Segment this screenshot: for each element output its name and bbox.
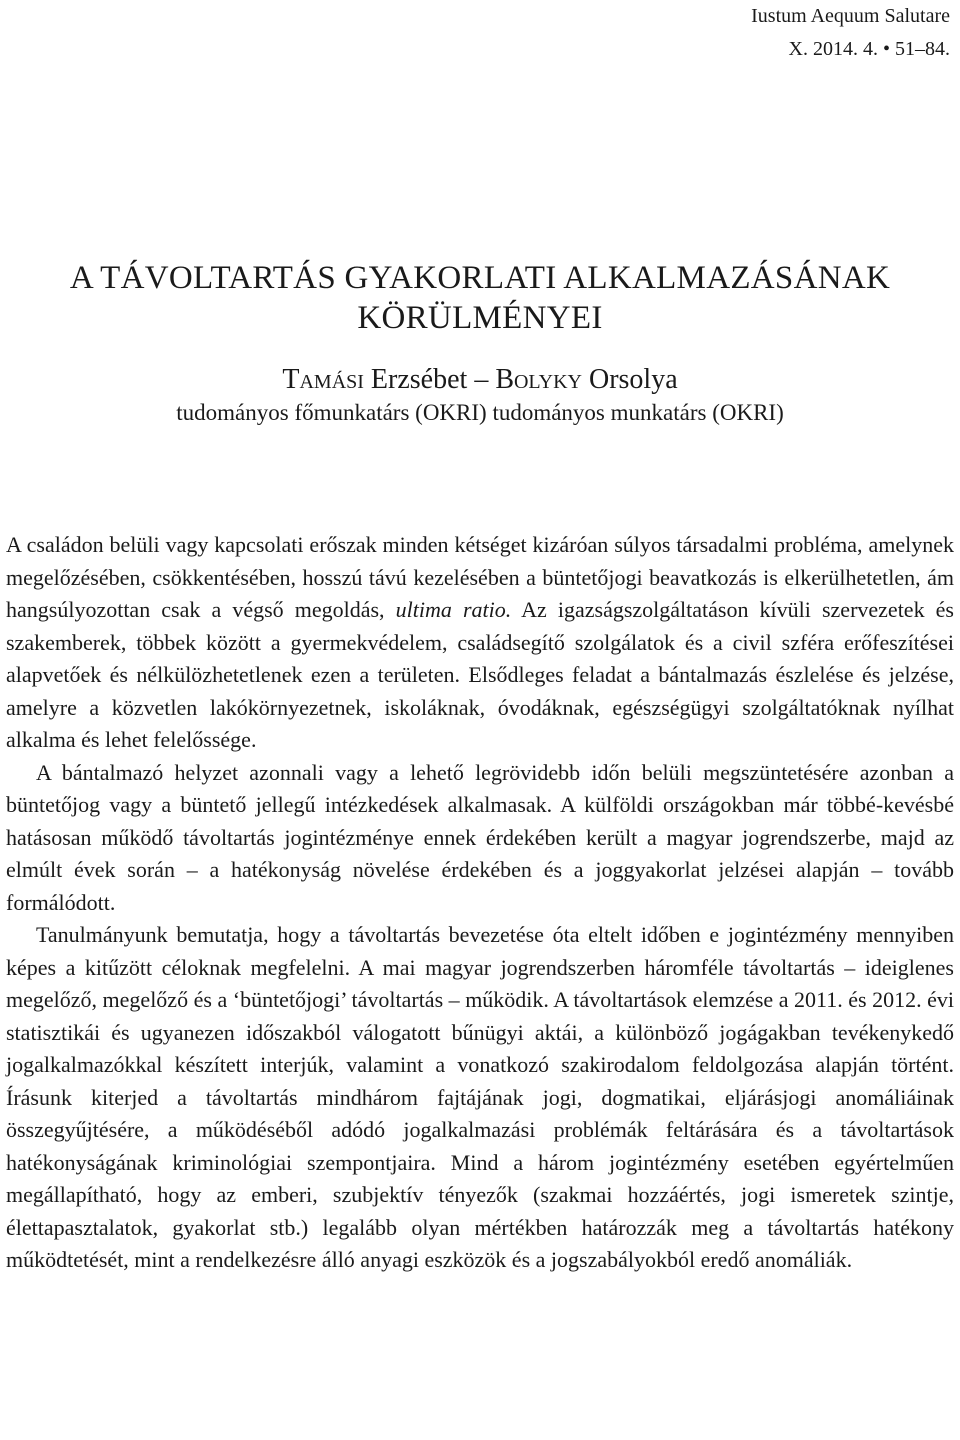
abstract-paragraph-2: A bántalmazó helyzet azonnali vagy a lehető legrövidebb időn belüli megszüntetésére azonban a büntetőjog vagy a büntető jellegű intézkedések alkalmasak. A külföldi országokban már többé-kevésbé hatásosan működő távoltartás jogintézménye ennek érdekében került a magyar jogrendszerbe, majd az elmúlt évek során – a hatékonyság növelése érdekében és a joggyakorlat jelzései alapján – tovább formálódott. <box>6 759 954 915</box>
title-line-2: KÖRÜLMÉNYEI <box>357 300 603 336</box>
abstract-paragraph-1 <box>6 529 954 757</box>
author2-surname: Bolyky <box>495 364 582 395</box>
author2-given-name: Orsolya <box>588 364 678 395</box>
paragraph-1-continuation: Az igazságszolgáltatáson kívüli szervezetek és szakemberek, többek között a gyermekvédelem, családsegítő szolgálatok és a civil szféra erőfeszítései alapvetőek és nélkülözhetetlenek ezen a területen. Elsődleges feladat a bántalmazás észlelése és jelzése, amelyre a közvetlen lakókörnyezetnek, iskoláknak, óvodáknak, egészségügyi szolgáltatóknak nyílhat alkalma és lehet felelőssége. <box>6 597 954 752</box>
author1-given-name: Erzsébet <box>370 364 468 395</box>
author1-surname: Tamási <box>282 364 364 395</box>
abstract-paragraph-3: Tanulmányunk bemutatja, hogy a távoltartás bevezetése óta eltelt időben e jogintézmény mennyiben képes a kitűzött céloknak megfelelni. A mai magyar jogrendszerben háromféle távoltartás – ideiglenes megelőző, megelőző és a ‘büntetőjogi’ távoltartás – működik. A távoltartások elemzése a 2011. és 2012. évi statisztikái és ugyanezen időszakból válogatott bűnügyi aktái, a különböző jogágakban tevékenykedő jogalkalmazókkal készített interjúk, valamint a vonatkozó szakirodalom feldolgozása alapján történt. Írásunk kiterjed a távoltartás mindhárom fajtájának jogi, dogmatikai, eljárásjogi anomáliáinak összegyűjtésére, a működéséből adódó jogalkalmazási problémák feltárására és a távoltartások hatékonyságának kriminológiai szempontjaira. Mind a három jogintézmény esetében egyértelműen megállapítható, hogy az emberi, szubjektív tényezők (szakmai hozzáértés, jogi ismeretek szintje, élettapasztalatok, gyakorlat stb.) legalább olyan mértékben határozzák meg a távoltartás hatékony működtetését, mint a rendelkezésre álló anyagi eszközök és a jogszabályokból eredő anomáliák. <box>6 922 954 1272</box>
ultima-ratio-italic: ultima ratio. <box>395 597 512 622</box>
journal-header <box>751 0 950 66</box>
journal-name: Iustum Aequum Salutare <box>751 5 950 27</box>
author-line <box>0 363 960 397</box>
article-title <box>0 258 960 338</box>
author-affiliations: tudományos főmunkatárs (OKRI) tudományos munkatárs (OKRI) <box>176 400 784 425</box>
title-line-1: A TÁVOLTARTÁS GYAKORLATI ALKALMAZÁSÁNAK <box>69 260 891 296</box>
journal-issue: X. 2014. 4. • 51–84. <box>788 38 950 60</box>
author-separator: – <box>474 364 489 395</box>
abstract <box>6 529 954 1277</box>
paragraph-1-text: A családon belüli vagy kapcsolati erőszak minden kétséget kizáróan súlyos társadalmi probléma, amelynek megelőzésében, csökkentésében, hosszú távú kezelésében a büntetőjogi beavatkozás is elkerülhetetlen, ám hangsúlyozottan csak a végső megoldás, <box>6 532 954 622</box>
